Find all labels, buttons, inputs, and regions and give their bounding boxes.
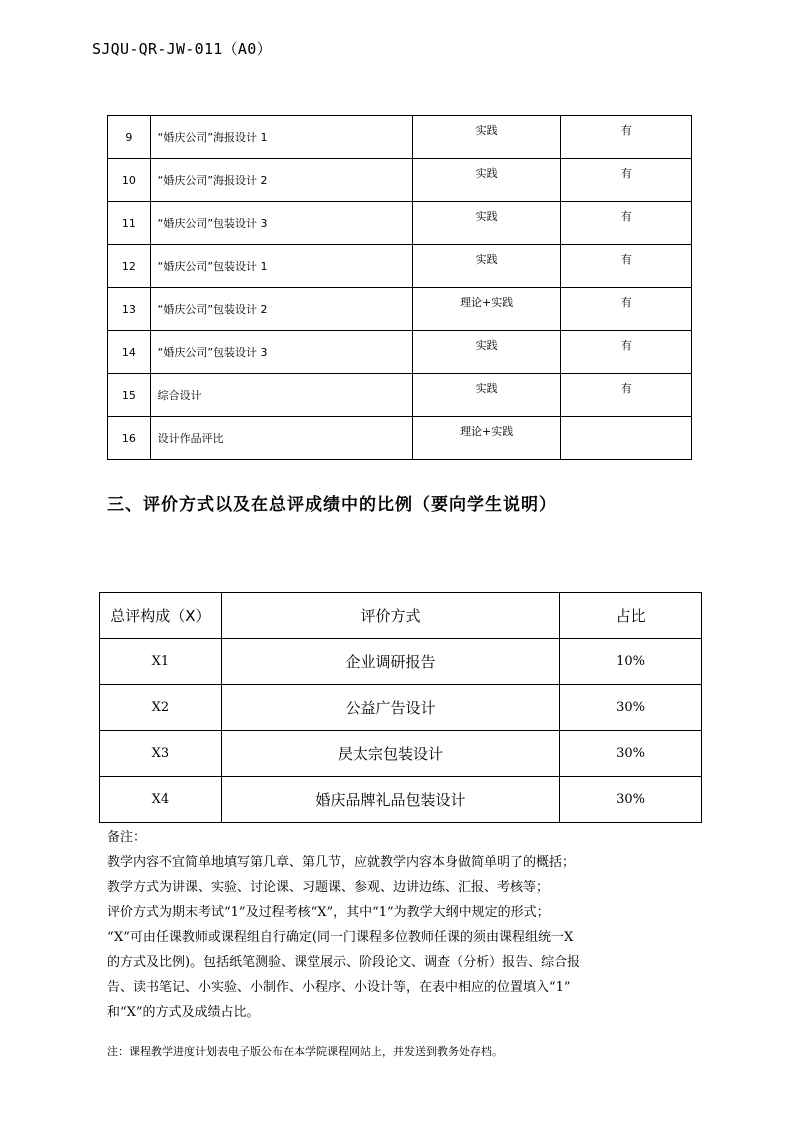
table-row bbox=[108, 288, 692, 331]
table-row bbox=[108, 331, 692, 374]
row-number: 11 bbox=[108, 202, 151, 245]
schedule-table bbox=[107, 115, 692, 460]
row-number: 12 bbox=[108, 245, 151, 288]
grading-code: X4 bbox=[100, 777, 222, 823]
table-row bbox=[100, 685, 702, 731]
row-number: 10 bbox=[108, 159, 151, 202]
row-teaching-mode: 实践 bbox=[412, 202, 560, 245]
section-title: 三、评价方式以及在总评成绩中的比例（要向学生说明） bbox=[107, 495, 557, 515]
row-teaching-mode: 理论+实践 bbox=[412, 288, 560, 331]
row-topic: “婚庆公司”海报设计 1 bbox=[150, 116, 412, 159]
table-row bbox=[100, 777, 702, 823]
row-assignment: 有 bbox=[561, 202, 692, 245]
grading-method: 公益广告设计 bbox=[221, 685, 559, 731]
remarks-line: 告、读书笔记、小实验、小制作、小程序、小设计等，在表中相应的位置填入“1” bbox=[107, 980, 571, 995]
row-teaching-mode: 理论+实践 bbox=[412, 417, 560, 460]
row-number: 15 bbox=[108, 374, 151, 417]
grading-method: 婚庆品牌礼品包装设计 bbox=[221, 777, 559, 823]
row-topic: 设计作品评比 bbox=[150, 417, 412, 460]
remarks-line: 评价方式为期末考试“1”及过程考核“X”，其中“1”为教学大纲中规定的形式； bbox=[107, 905, 550, 920]
row-assignment: 有 bbox=[561, 159, 692, 202]
row-teaching-mode: 实践 bbox=[412, 245, 560, 288]
row-assignment: 有 bbox=[561, 245, 692, 288]
row-number: 13 bbox=[108, 288, 151, 331]
remarks-block bbox=[107, 825, 697, 1025]
grading-ratio: 30% bbox=[560, 777, 702, 823]
table-row bbox=[108, 417, 692, 460]
header-method: 评价方式 bbox=[221, 593, 559, 639]
row-topic: “婚庆公司”包装设计 3 bbox=[150, 202, 412, 245]
grading-method: 昃太宗包装设计 bbox=[221, 731, 559, 777]
grading-table bbox=[99, 592, 702, 823]
table-row bbox=[100, 731, 702, 777]
remarks-line: 和“X”的方式及成绩占比。 bbox=[107, 1005, 260, 1020]
row-teaching-mode: 实践 bbox=[412, 331, 560, 374]
table-row bbox=[108, 374, 692, 417]
footnote: 注：课程教学进度计划表电子版公布在本学院课程网站上，并发送到教务处存档。 bbox=[107, 1045, 503, 1058]
grading-code: X2 bbox=[100, 685, 222, 731]
row-topic: “婚庆公司”包装设计 1 bbox=[150, 245, 412, 288]
header-ratio: 占比 bbox=[560, 593, 702, 639]
row-topic: “婚庆公司”海报设计 2 bbox=[150, 159, 412, 202]
table-row bbox=[108, 159, 692, 202]
row-number: 14 bbox=[108, 331, 151, 374]
row-number: 9 bbox=[108, 116, 151, 159]
row-topic: 综合设计 bbox=[150, 374, 412, 417]
row-teaching-mode: 实践 bbox=[412, 374, 560, 417]
row-assignment: 有 bbox=[561, 331, 692, 374]
row-topic: “婚庆公司”包装设计 3 bbox=[150, 331, 412, 374]
row-topic: “婚庆公司”包装设计 2 bbox=[150, 288, 412, 331]
grading-ratio: 30% bbox=[560, 731, 702, 777]
document-code: SJQU-QR-JW-011（A0） bbox=[92, 40, 272, 58]
row-assignment bbox=[561, 417, 692, 460]
row-teaching-mode: 实践 bbox=[412, 159, 560, 202]
remarks-line: 教学内容不宜简单地填写第几章、第几节，应就教学内容本身做简单明了的概括； bbox=[107, 855, 576, 870]
table-row bbox=[100, 639, 702, 685]
remarks-line: 教学方式为讲课、实验、讨论课、习题课、参观、边讲边练、汇报、考核等； bbox=[107, 880, 550, 895]
grading-ratio: 30% bbox=[560, 685, 702, 731]
row-teaching-mode: 实践 bbox=[412, 116, 560, 159]
row-assignment: 有 bbox=[561, 374, 692, 417]
grading-code: X1 bbox=[100, 639, 222, 685]
remarks-line: 的方式及比例)。包括纸笔测验、课堂展示、阶段论文、调查（分析）报告、综合报 bbox=[107, 955, 581, 970]
remarks-line: “X”可由任课教师或课程组自行确定(同一门课程多位教师任课的须由课程组统一X bbox=[107, 930, 574, 945]
grading-ratio: 10% bbox=[560, 639, 702, 685]
grading-method: 企业调研报告 bbox=[221, 639, 559, 685]
grading-code: X3 bbox=[100, 731, 222, 777]
row-assignment: 有 bbox=[561, 288, 692, 331]
row-number: 16 bbox=[108, 417, 151, 460]
table-row bbox=[108, 116, 692, 159]
table-header-row bbox=[100, 593, 702, 639]
remarks-heading: 备注： bbox=[107, 830, 147, 845]
row-assignment: 有 bbox=[561, 116, 692, 159]
table-row bbox=[108, 245, 692, 288]
header-component: 总评构成（X） bbox=[100, 593, 222, 639]
table-row bbox=[108, 202, 692, 245]
